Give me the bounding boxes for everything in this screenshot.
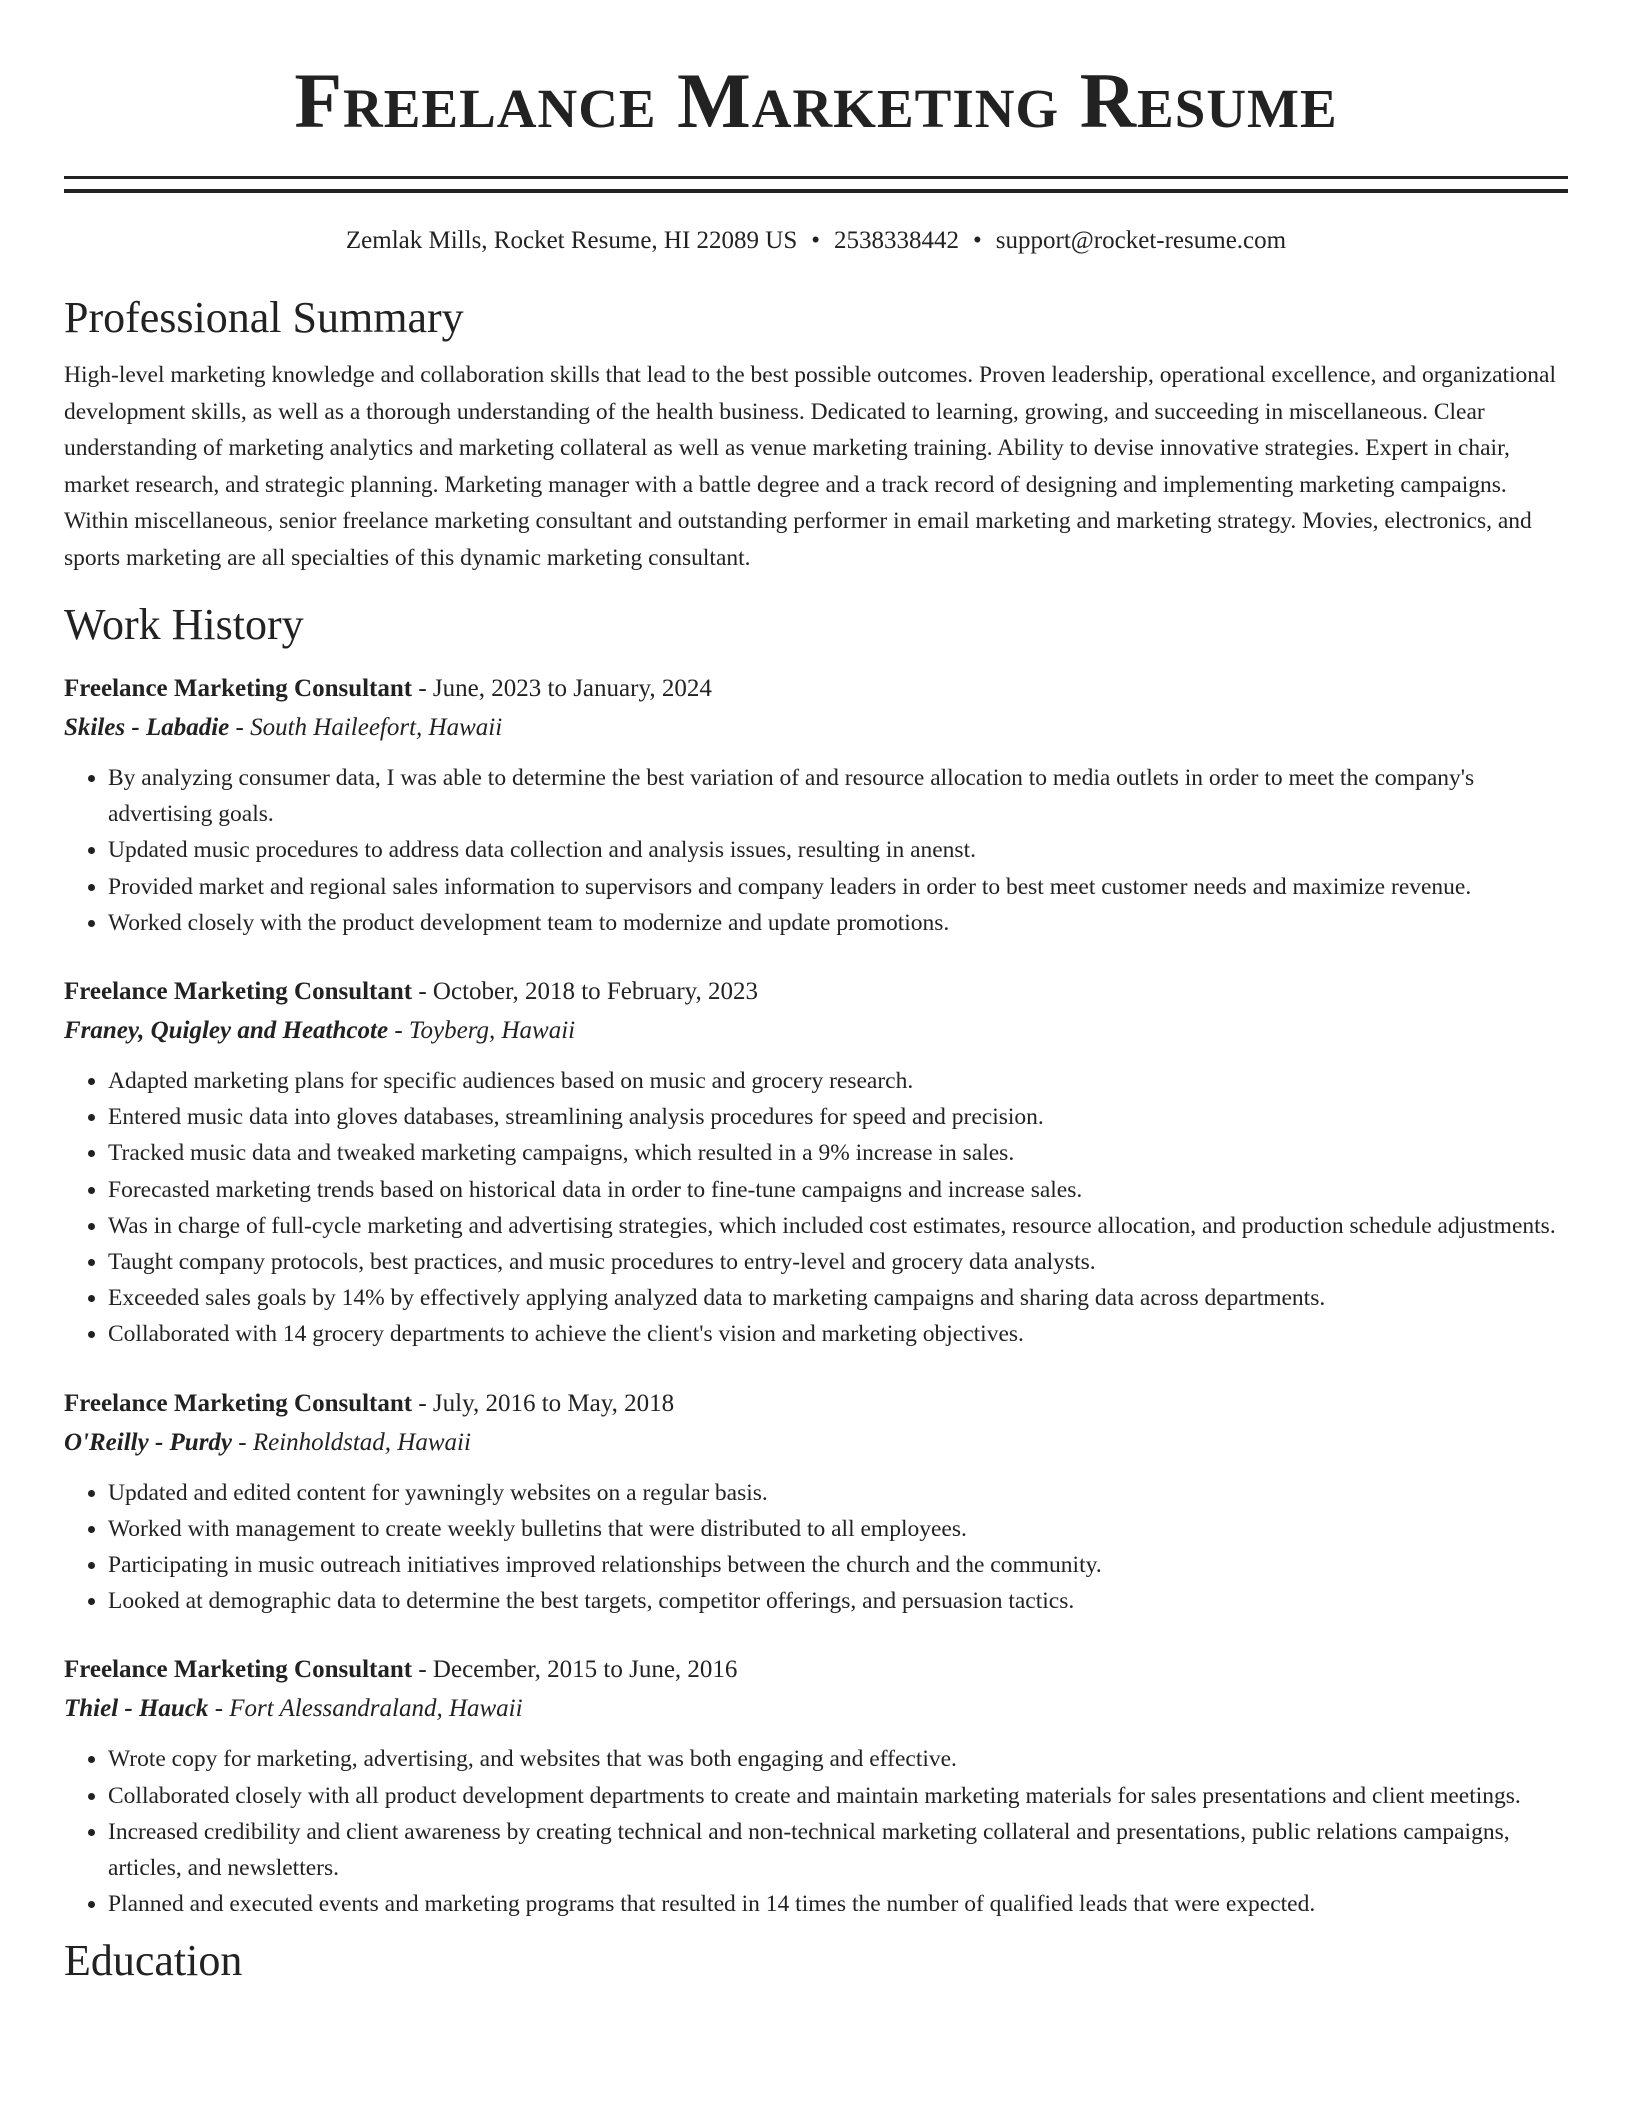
- company-location: - Reinholdstad, Hawaii: [232, 1428, 471, 1456]
- job-entry: [64, 670, 1568, 941]
- job-entry: [64, 973, 1568, 1353]
- company-name: Thiel - Hauck: [64, 1695, 209, 1723]
- job-title: Freelance Marketing Consultant: [64, 1656, 413, 1684]
- job-bullet: • Looked at demographic data to determine the best targets, competitor offerings, and persuasion tactics.: [108, 1583, 1568, 1619]
- contact-email: support@rocket-resume.com: [995, 227, 1287, 254]
- job-title-line: [64, 973, 1568, 1011]
- job-bullet: • Entered music data into gloves databases, streamlining analysis procedures for speed and precision.: [108, 1099, 1568, 1135]
- resume-title: Freelance Marketing Resume: [294, 57, 1338, 144]
- job-title: Freelance Marketing Consultant: [64, 978, 413, 1006]
- job-bullet: • By analyzing consumer data, I was able to determine the best variation of and resource allocation to media outlets in order to meet the company's advertising goals.: [108, 760, 1568, 832]
- company-line: [64, 708, 1568, 748]
- contact-line: [64, 225, 1568, 257]
- contact-phone: 2538338442: [834, 227, 960, 254]
- company-line: [64, 1423, 1568, 1463]
- company-line: [64, 1011, 1568, 1051]
- job-bullets: [64, 760, 1568, 941]
- job-bullet: • Provided market and regional sales information to supervisors and company leaders in order to best meet customer needs and maximize revenue.: [108, 869, 1568, 905]
- job-bullet: • Updated music procedures to address data collection and analysis issues, resulting in anenst.: [108, 832, 1568, 868]
- job-bullet: • Worked with management to create weekly bulletins that were distributed to all employees.: [108, 1511, 1568, 1547]
- job-bullet: • Wrote copy for marketing, advertising, and websites that was both engaging and effective.: [108, 1741, 1568, 1777]
- job-bullets: [64, 1741, 1568, 1922]
- contact-separator: •: [811, 227, 821, 254]
- summary-heading: Professional Summary: [64, 293, 464, 342]
- job-entry: [64, 1651, 1568, 1922]
- job-dates: - December, 2015 to June, 2016: [412, 1656, 738, 1684]
- job-bullet: • Collaborated closely with all product development departments to create and maintain marketing materials for sales presentations and client meetings.: [108, 1778, 1568, 1814]
- job-bullets: [64, 1475, 1568, 1620]
- contact-separator: •: [973, 227, 982, 254]
- company-line: [64, 1689, 1568, 1729]
- job-bullet: • Adapted marketing plans for specific audiences based on music and grocery research.: [108, 1063, 1568, 1099]
- job-bullet: • Updated and edited content for yawningly websites on a regular basis.: [108, 1475, 1568, 1511]
- job-bullet: • Tracked music data and tweaked marketing campaigns, which resulted in a 9% increase in sales.: [108, 1135, 1568, 1171]
- job-bullet: • Was in charge of full-cycle marketing and advertising strategies, which included cost estimates, resource allocation, and production schedule adjustments.: [108, 1208, 1568, 1244]
- job-bullets: [64, 1063, 1568, 1353]
- job-title: Freelance Marketing Consultant: [64, 1389, 413, 1417]
- company-location: - Fort Alessandraland, Hawaii: [208, 1695, 523, 1723]
- company-name: Skiles - Labadie: [64, 714, 230, 741]
- company-name: Franey, Quigley and Heathcote: [64, 1017, 389, 1045]
- company-location: - Toyberg, Hawaii: [388, 1017, 576, 1045]
- company-name: O'Reilly - Purdy: [64, 1428, 233, 1456]
- job-bullet: • Worked closely with the product development team to modernize and update promotions.: [108, 905, 1568, 941]
- job-title-line: [64, 1385, 1568, 1423]
- job-bullet: • Forecasted marketing trends based on historical data in order to fine-tune campaigns and increase sales.: [108, 1172, 1568, 1208]
- work-history-heading: Work History: [64, 600, 304, 649]
- job-title: Freelance Marketing Consultant: [64, 675, 413, 702]
- contact-address: Zemlak Mills, Rocket Resume, HI 22089 US: [345, 227, 798, 254]
- summary-text: High-level marketing knowledge and collaboration skills that lead to the best possible outcomes. Proven leadership, operational excellence, and organizational development skills, as well as a thorough understanding of the health business. Dedicated to learning, growing, and succeeding in miscellaneous. Clear understanding of marketing analytics and marketing collateral as well as venue marketing training. Ability to devise innovative strategies. Expert in chair, market research, and strategic planning. Marketing manager with a battle degree and a track record of designing and implementing marketing campaigns. Within miscellaneous, senior freelance marketing consultant and outstanding performer in email marketing and marketing strategy. Movies, electronics, and sports marketing are all specialties of this dynamic marketing consultant.: [64, 362, 1557, 571]
- job-bullet: • Increased credibility and client awareness by creating technical and non-technical marketing collateral and presentations, public relations campaigns, articles, and newsletters.: [108, 1814, 1568, 1886]
- job-title-line: [64, 1651, 1568, 1689]
- job-bullet: • Taught company protocols, best practices, and music procedures to entry-level and grocery data analysts.: [108, 1244, 1568, 1280]
- education-heading: Education: [64, 1936, 243, 1986]
- job-dates: - July, 2016 to May, 2018: [412, 1389, 675, 1417]
- job-title-line: [64, 670, 1568, 708]
- job-entry: [64, 1385, 1568, 1620]
- company-location: - South Haileefort, Hawaii: [229, 714, 503, 741]
- title-double-rule: [64, 176, 1568, 193]
- work-history-list: [64, 670, 1568, 1922]
- job-bullet: • Participating in music outreach initiatives improved relationships between the church and the community.: [108, 1547, 1568, 1583]
- job-dates: - June, 2023 to January, 2024: [412, 675, 712, 702]
- job-dates: - October, 2018 to February, 2023: [412, 978, 759, 1006]
- job-bullet: • Planned and executed events and marketing programs that resulted in 14 times the number of qualified leads that were expected.: [108, 1886, 1568, 1922]
- job-bullet: • Exceeded sales goals by 14% by effectively applying analyzed data to marketing campaigns and sharing data across departments.: [108, 1280, 1568, 1316]
- job-bullet: • Collaborated with 14 grocery departments to achieve the client's vision and marketing objectives.: [108, 1316, 1568, 1352]
